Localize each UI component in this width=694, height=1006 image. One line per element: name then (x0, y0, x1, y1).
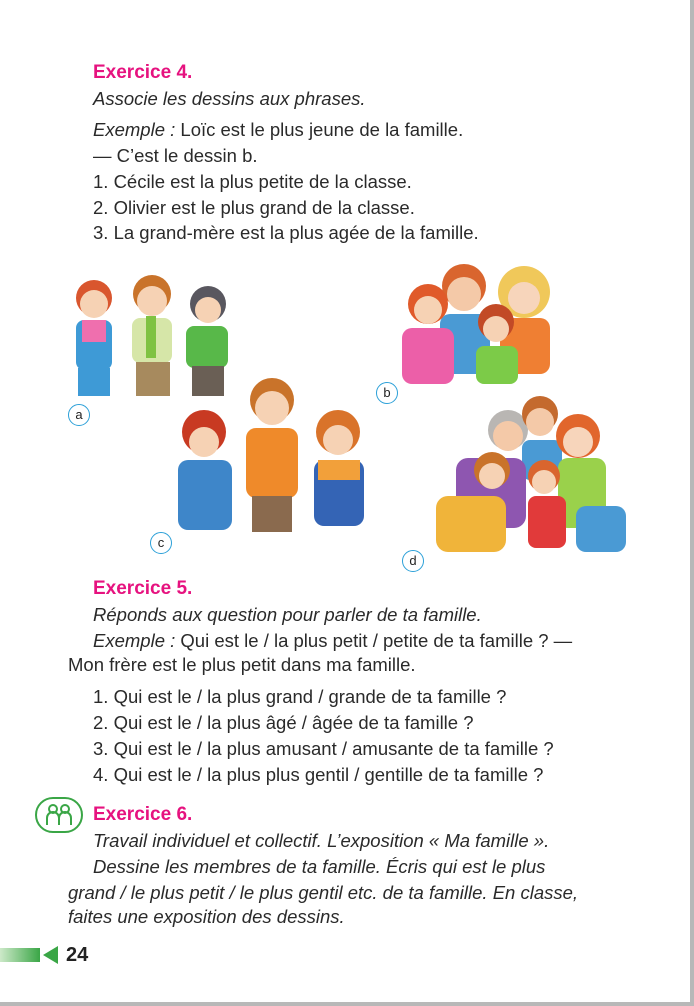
illustration-b-family-portrait (392, 262, 564, 386)
exercise-6-line: Travail individuel et collectif. L’exposition « Ma famille ». (93, 830, 550, 851)
exercise-5-item: 1. Qui est le / la plus grand / grande de ta famille ? (93, 686, 507, 707)
exercise-6-line: Dessine les membres de ta famille. Écris qui est le plus (93, 856, 546, 877)
exercise-6-line: faites une exposition des dessins. (68, 906, 345, 927)
example-label: Exemple : (93, 630, 176, 651)
illustration-d-extended-family (426, 396, 636, 562)
label-c-badge: c (150, 532, 172, 554)
exercise-4-item: 1. Cécile est la plus petite de la classe. (93, 171, 412, 192)
illustration-c-classmates (168, 376, 380, 534)
footer-arrow-icon (43, 946, 58, 964)
exercise-5-example-continuation: Mon frère est le plus petit dans ma famille. (68, 654, 416, 675)
exercise-5-item: 3. Qui est le / la plus amusant / amusante de ta famille ? (93, 738, 554, 759)
exercise-6-title: Exercice 6. (93, 804, 193, 825)
exercise-4-example-answer: — C’est le dessin b. (93, 145, 258, 166)
footer-bar (0, 948, 40, 962)
pair-work-icon (34, 796, 84, 834)
label-a-badge: a (68, 404, 90, 426)
exercise-6-line: grand / le plus petit / le plus gentil etc. de ta famille. En classe, (68, 882, 579, 903)
exercise-4-title: Exercice 4. (93, 62, 193, 83)
exercise-4-item: 3. La grand-mère est la plus agée de la famille. (93, 222, 479, 243)
exercise-4-instruction: Associe les dessins aux phrases. (93, 88, 366, 109)
exercise-5-item: 2. Qui est le / la plus âgé / âgée de ta famille ? (93, 712, 474, 733)
exercise-5-instruction: Réponds aux question pour parler de ta famille. (93, 604, 482, 625)
exercise-4-example (93, 119, 463, 141)
exercise-5-title: Exercice 5. (93, 578, 193, 599)
exercise-5-example (93, 630, 572, 652)
page-edge-bottom (0, 1002, 694, 1006)
label-d-badge: d (402, 550, 424, 572)
page-edge-right (690, 0, 694, 1006)
exercise-4-item: 2. Olivier est le plus grand de la classe. (93, 197, 415, 218)
example-text: Qui est le / la plus petit / petite de ta famille ? — (175, 630, 573, 651)
example-text: Loïc est le plus jeune de la famille. (175, 119, 464, 140)
page-number: 24 (66, 944, 89, 966)
label-b-badge: b (376, 382, 398, 404)
example-label: Exemple : (93, 119, 176, 140)
exercise-5-item: 4. Qui est le / la plus plus gentil / gentille de ta famille ? (93, 764, 544, 785)
